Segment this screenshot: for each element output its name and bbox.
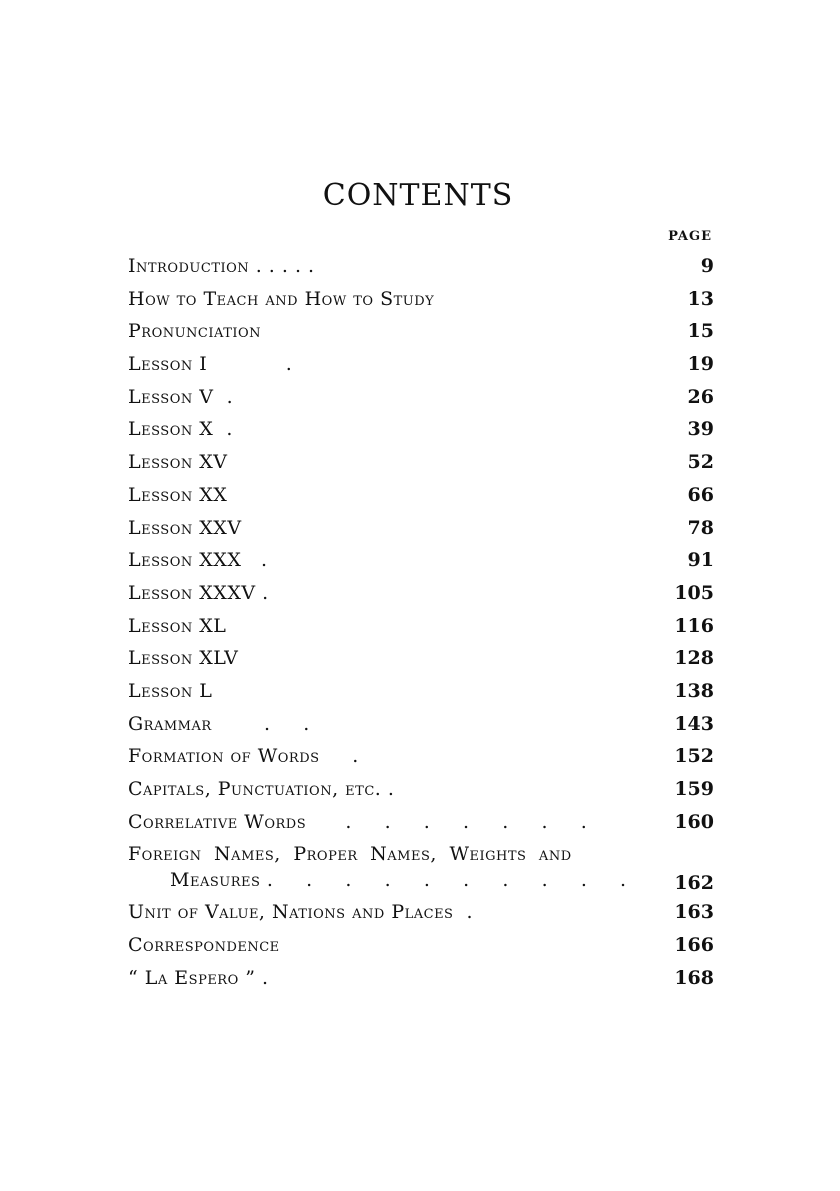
toc-entry-label: “ La Espero ” . [128, 966, 269, 989]
toc-entry-label: Lesson L [128, 679, 213, 702]
toc-entry-lesson-xx [128, 479, 714, 512]
toc-entry-label-continuation: Measures . . . . . . . . . . [170, 869, 627, 892]
toc-entry-lesson-xl [128, 610, 714, 643]
toc-entry-page: 91 [687, 549, 714, 572]
toc-entry-label: Lesson XX [128, 483, 228, 506]
toc-entry-label: Foreign Names, Proper Names, Weights and [128, 843, 572, 866]
toc-entry-introduction [128, 250, 714, 283]
toc-entry-label: Capitals, Punctuation, etc. . [128, 778, 395, 800]
toc-entry-correspondence [128, 929, 714, 962]
toc-entry-page: 168 [674, 966, 714, 989]
toc-entry-lesson-i [128, 348, 714, 381]
toc-entry-page: 166 [674, 934, 714, 957]
toc-entry-page: 138 [674, 679, 714, 702]
toc-entry-lesson-x [128, 413, 714, 446]
toc-entry-page: 159 [674, 778, 714, 800]
toc-entry-label: Grammar . . [128, 712, 310, 735]
toc-entry-label: Unit of Value, Nations and Places . [128, 901, 474, 924]
toc-entry-correlative-words [128, 806, 714, 839]
toc-entry-page: 163 [674, 901, 714, 924]
toc-entry-pronunciation [128, 315, 714, 348]
toc-entry-page: 15 [687, 320, 714, 343]
toc-entry-label: Lesson XV [128, 451, 228, 474]
toc-entry-lesson-l [128, 675, 714, 708]
toc-entry-label: How to Teach and How to Study [128, 287, 435, 310]
page-title: CONTENTS [322, 178, 514, 213]
toc-entry-label: Pronunciation [128, 320, 262, 343]
toc-entry-label: Introduction . . . . . [128, 255, 315, 277]
toc-entry-label: Lesson V . [128, 385, 234, 408]
toc-entry-page: 143 [674, 712, 714, 735]
toc-entry-lesson-xv [128, 446, 714, 479]
toc-entry-page: 66 [687, 483, 714, 506]
toc-entry-page: 52 [687, 451, 714, 474]
toc-entry-label: Lesson XL [128, 614, 227, 637]
toc-entry-page: 160 [674, 810, 714, 833]
page-column-header: PAGE [668, 229, 712, 244]
toc-entry-label: Lesson XLV [128, 647, 239, 670]
toc-entry-formation-of-words [128, 740, 714, 773]
toc-entry-foreign-names [128, 838, 714, 896]
table-of-contents [128, 250, 714, 994]
toc-entry-page: 39 [687, 418, 714, 441]
toc-entry-label: Lesson XXV [128, 516, 242, 539]
toc-entry-page: 128 [674, 647, 714, 670]
toc-entry-page: 19 [687, 353, 714, 376]
toc-entry-grammar [128, 708, 714, 741]
toc-entry-page: 78 [687, 516, 714, 539]
toc-entry-label: Correlative Words . . . . . . . [128, 810, 588, 833]
toc-entry-page: 105 [674, 581, 714, 604]
toc-entry-page: 152 [674, 745, 714, 768]
toc-entry-unit-of-value [128, 896, 714, 929]
toc-entry-page: 13 [687, 287, 714, 310]
toc-entry-lesson-v [128, 381, 714, 414]
toc-entry-how-to-teach [128, 283, 714, 316]
toc-entry-label: Correspondence [128, 934, 280, 957]
toc-entry-la-espero [128, 962, 714, 995]
toc-entry-label: Lesson XXX . [128, 549, 268, 572]
toc-entry-page: 162 [674, 872, 714, 895]
toc-entry-lesson-xxv [128, 512, 714, 545]
toc-entry-capitals-punctuation [128, 773, 714, 806]
toc-entry-page: 9 [700, 255, 714, 277]
toc-entry-lesson-xxx [128, 544, 714, 577]
toc-entry-label: Formation of Words . [128, 745, 359, 768]
toc-entry-lesson-xxxv [128, 577, 714, 610]
toc-entry-page: 26 [687, 385, 714, 408]
toc-entry-label: Lesson XXXV . [128, 581, 269, 604]
toc-entry-label: Lesson I . [128, 353, 293, 376]
toc-entry-lesson-xlv [128, 642, 714, 675]
toc-entry-label: Lesson X . [128, 418, 233, 441]
toc-entry-page: 116 [674, 614, 714, 637]
